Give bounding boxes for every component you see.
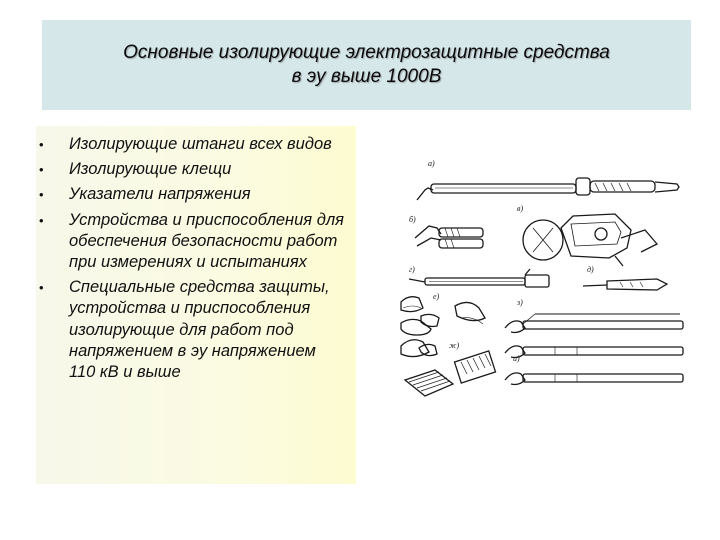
figure-label-e: е) bbox=[433, 292, 440, 301]
protective-tools-illustration bbox=[395, 148, 700, 410]
measuring-rod-drawing bbox=[409, 265, 549, 287]
bullet-item bbox=[36, 159, 346, 180]
insulating-pliers-drawing bbox=[409, 215, 483, 248]
bullet-text: Устройства и приспособления для обеспечения безопасности работ при измерениях и испытаниях bbox=[69, 210, 344, 272]
bullet-text: Указатели напряжения bbox=[69, 185, 251, 204]
dielectric-mat-drawing bbox=[405, 341, 496, 396]
title-box bbox=[42, 20, 691, 110]
voltage-indicator-drawing bbox=[517, 204, 657, 266]
operating-rods-drawing bbox=[505, 298, 683, 385]
figure-label-d: д) bbox=[587, 265, 594, 274]
bullet-text: Изолирующие штанги всех видов bbox=[69, 135, 332, 153]
bullet-text: Специальные средства защиты, устройства и приспособления изолирующие для работ под напряжением в эу напряжением 110 кВ и выше bbox=[69, 278, 330, 382]
bullet-dot: • bbox=[39, 280, 44, 296]
title-line-1: Основные изолирующие электрозащитные средства bbox=[123, 42, 610, 63]
bullet-text: Изолирующие клещи bbox=[69, 160, 232, 179]
bullet-item bbox=[36, 277, 346, 383]
title-line-2: в эу выше 1000В bbox=[291, 66, 442, 87]
bullet-dot: • bbox=[39, 162, 44, 178]
screwdriver-indicator-drawing bbox=[583, 265, 667, 290]
bullet-dot: • bbox=[39, 187, 44, 203]
bullet-item bbox=[36, 184, 346, 205]
dielectric-footwear-drawing bbox=[401, 292, 485, 357]
bullet-dot: • bbox=[39, 137, 44, 152]
figure-label-v: в) bbox=[517, 204, 524, 213]
bullet-list bbox=[36, 134, 346, 387]
insulating-rod-drawing bbox=[417, 159, 679, 200]
bullet-item bbox=[36, 134, 346, 155]
figure-label-g: г) bbox=[409, 265, 415, 274]
bullet-panel bbox=[36, 126, 356, 484]
bullet-item bbox=[36, 210, 346, 274]
figure-label-a: а) bbox=[428, 159, 435, 168]
bullet-dot: • bbox=[39, 212, 44, 228]
figure-label-z: з) bbox=[517, 298, 523, 307]
slide-title bbox=[123, 41, 610, 89]
figure-label-zh: ж) bbox=[449, 341, 460, 350]
figure-label-b: б) bbox=[409, 215, 416, 224]
figure-label-i: и) bbox=[513, 354, 520, 363]
